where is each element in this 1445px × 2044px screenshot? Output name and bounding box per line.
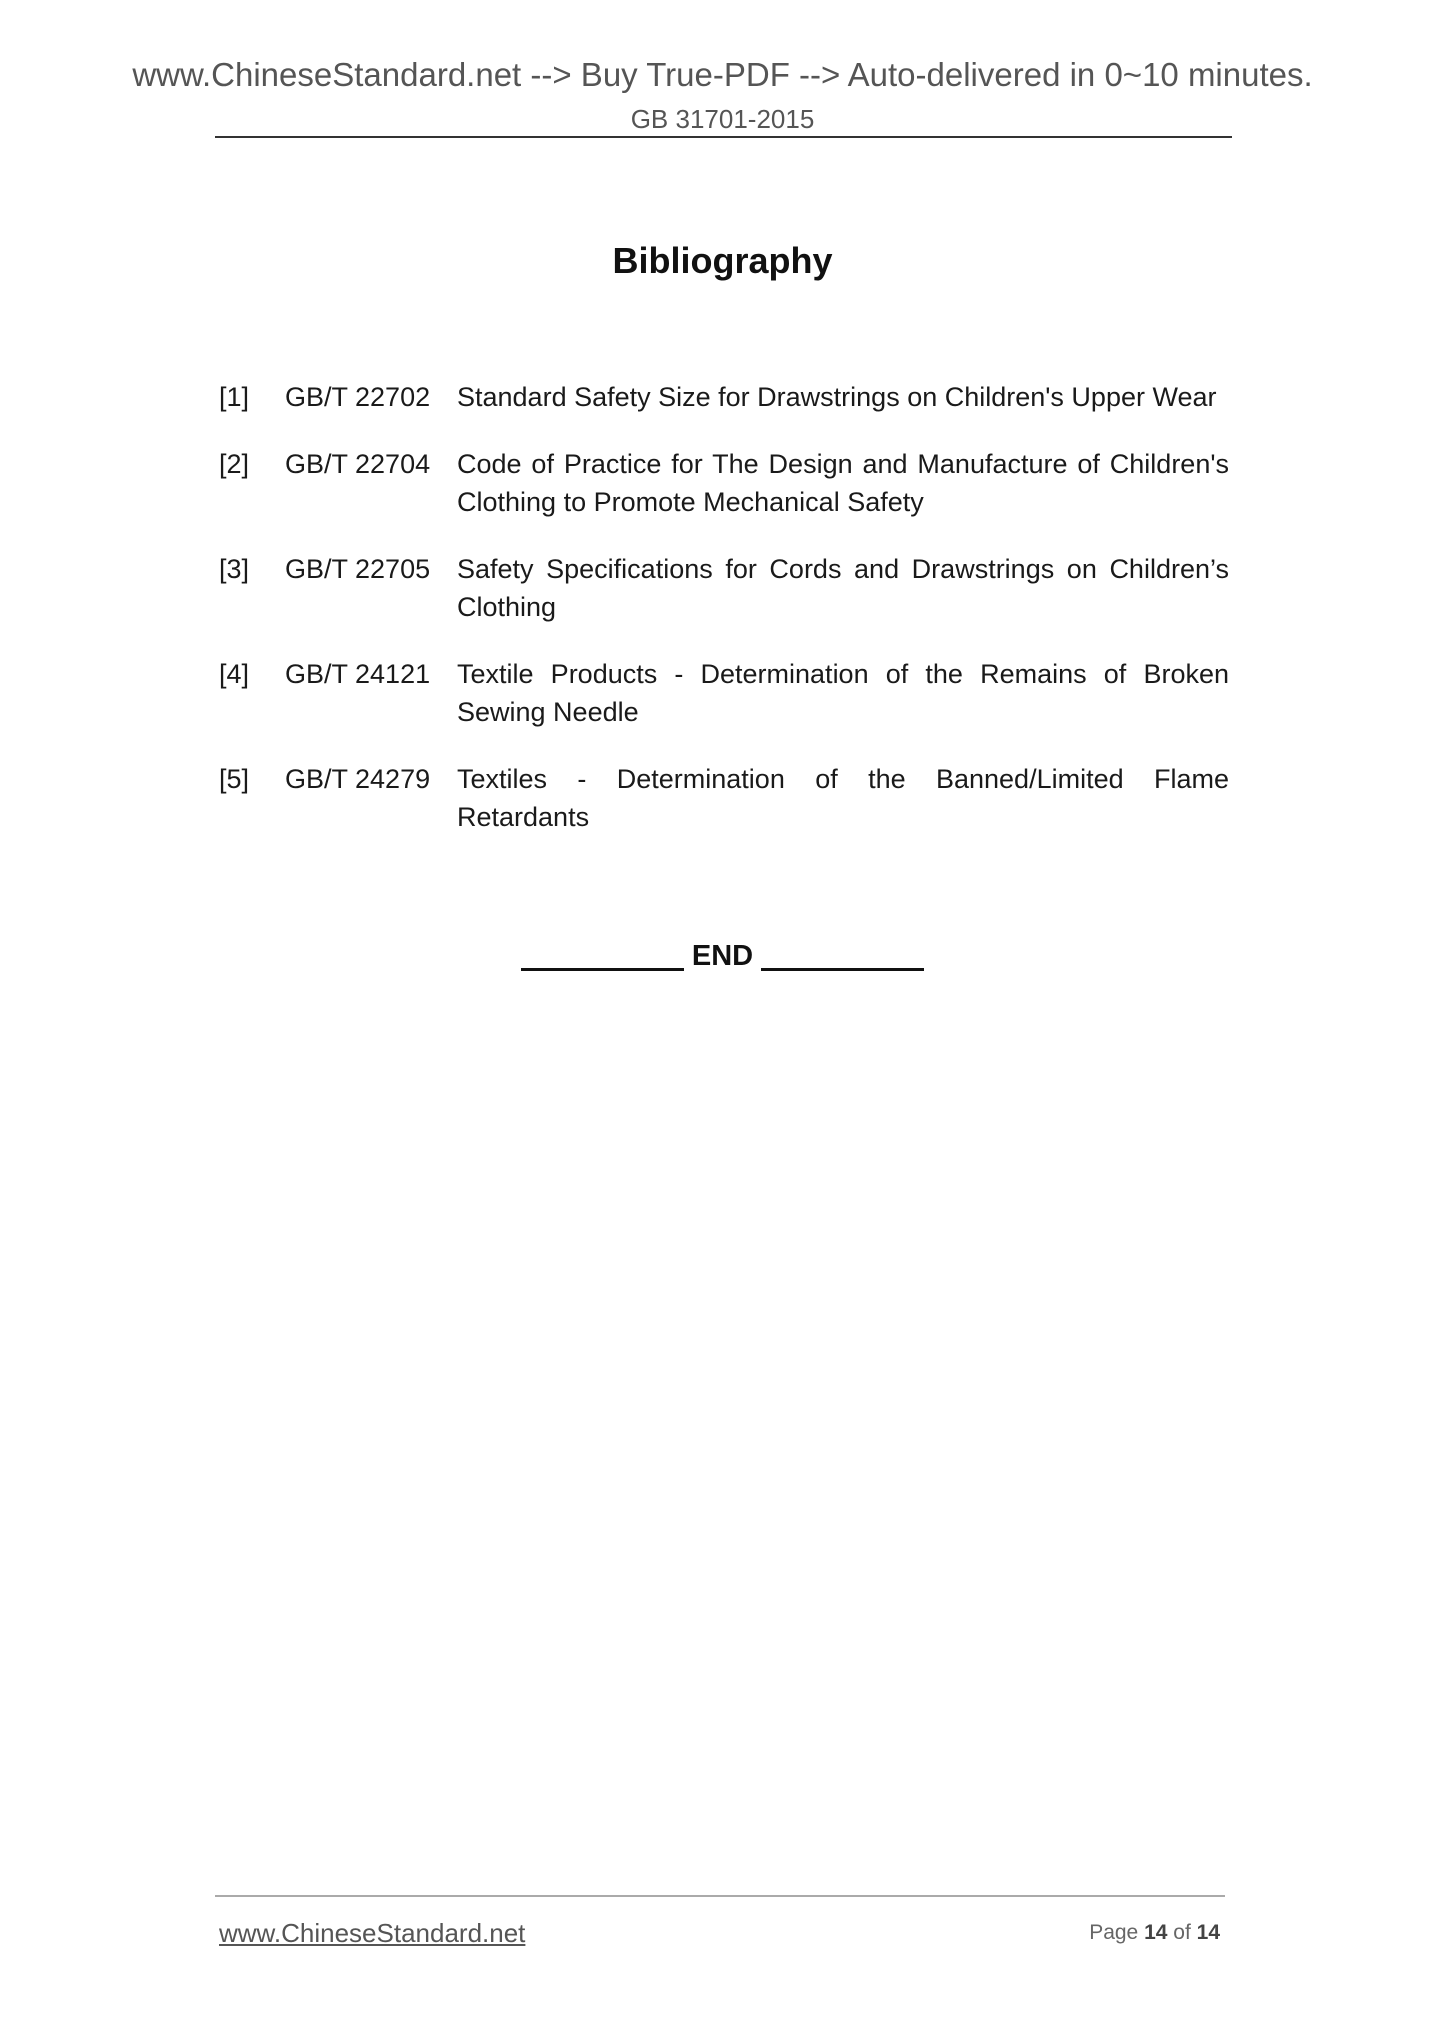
- page-current: 14: [1144, 1921, 1168, 1944]
- reference-item: [219, 655, 1229, 731]
- page-total: 14: [1196, 1921, 1220, 1944]
- reference-list: [219, 378, 1229, 865]
- reference-item: [219, 445, 1229, 521]
- header-divider: [215, 136, 1232, 138]
- reference-item: [219, 550, 1229, 626]
- reference-title: Standard Safety Size for Drawstrings on Children's Upper Wear: [457, 382, 1217, 412]
- reference-item: [219, 760, 1229, 836]
- footer-divider: [215, 1895, 1225, 1897]
- reference-number: [4]: [219, 659, 250, 689]
- reference-code: GB/T 22705: [285, 554, 431, 584]
- reference-title: Safety Specifications for Cords and Drawstrings on Children’s Clothing: [457, 554, 1229, 622]
- end-marker: [0, 940, 1445, 973]
- reference-title: Textiles - Determination of the Banned/Limited Flame Retardants: [457, 764, 1229, 832]
- page-of: of: [1173, 1921, 1191, 1944]
- reference-code: GB/T 24279: [285, 764, 431, 794]
- reference-title: Code of Practice for The Design and Manufacture of Children's Clothing to Promote Mechanical Safety: [457, 449, 1229, 517]
- header-banner: www.ChineseStandard.net --> Buy True-PDF --> Auto-delivered in 0~10 minutes.: [132, 56, 1313, 93]
- reference-code: GB/T 22702: [285, 382, 431, 412]
- reference-number: [3]: [219, 554, 250, 584]
- reference-item: [219, 378, 1229, 416]
- reference-number: [5]: [219, 764, 250, 794]
- end-line-left: [521, 968, 684, 971]
- standard-code: GB 31701-2015: [630, 104, 815, 134]
- end-line-right: [761, 968, 924, 971]
- reference-number: [2]: [219, 449, 250, 479]
- reference-title: Textile Products - Determination of the Remains of Broken Sewing Needle: [457, 659, 1229, 727]
- reference-number: [1]: [219, 382, 250, 412]
- end-text: END: [691, 940, 754, 972]
- footer-website-link[interactable]: www.ChineseStandard.net: [219, 1918, 526, 1948]
- page-prefix: Page: [1089, 1921, 1139, 1944]
- reference-code: GB/T 24121: [285, 659, 431, 689]
- page-title: Bibliography: [612, 240, 833, 281]
- page-indicator: [1089, 1921, 1220, 1945]
- reference-code: GB/T 22704: [285, 449, 431, 479]
